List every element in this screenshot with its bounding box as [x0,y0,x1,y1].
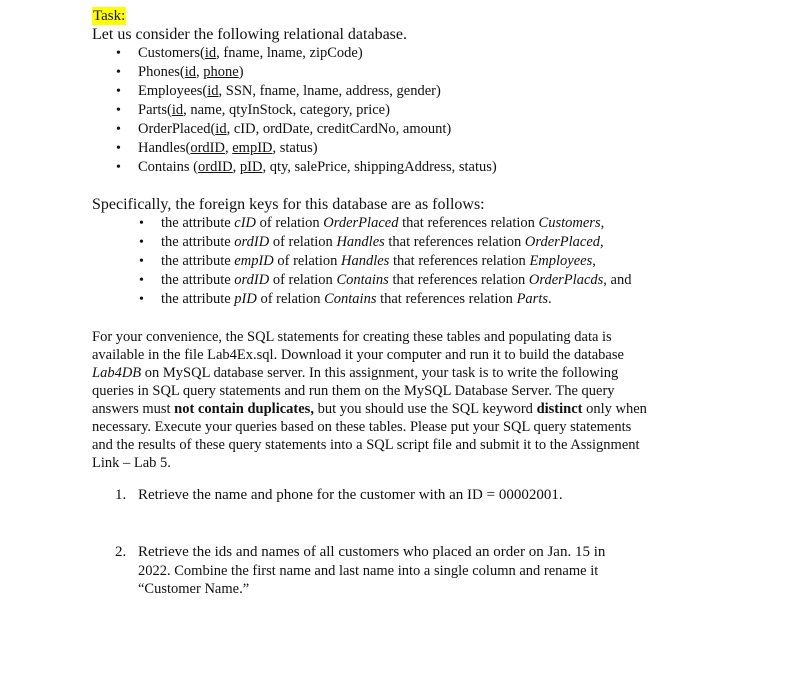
foreign-key-item: • the attribute cID of relation OrderPlaced that references relation Customers, [137,214,631,233]
foreign-key-item: • the attribute ordID of relation Contains that references relation OrderPlacds, and [137,271,631,290]
document-page: Task: Let us consider the following relational database. • Customers(id, fname, lname, zipCode) • Phones(id, phone) • Employees(id, SSN, fname, lname, address, gender) • Parts(id, name, qtyInStock, category, price) • OrderPlaced(id, cID, ordDate, creditCardNo, amount) • Handles(ordID, empID, status) • Contains (ordID, pID, qty, salePrice, shippingAddress, status) Specifically, the foreign keys for this database are as follows: • the attribute cID of relation OrderPlaced that references relation Customers, • the attribute ordID of relation Handles that references relation OrderPlaced, • the attribute empID of relation Handles that references relation Employees, • the attribute ordID of relation Contains that references relation OrderPlacds, and • the attribute pID of relation Contains that references relation Parts. For your convenience, the SQL statements for creating these tables and populating data is available in the file Lab4Ex.sql. Download it your computer and run it to build the database Lab4DB on MySQL database server. In this assignment, your task is to write the following queries in SQL query statements and run them on the MySQL Database Server. The query answers must not contain duplicates, but you should use the SQL keyword distinct only when necessary. Execute your queries based on these tables. Please put your SQL query statements and the results of these query statements into a SQL script file and submit it to the Assignment Link – Lab 5. 1. Retrieve the name and phone for the customer with an ID = 00002001. 2. Retrieve the ids and names of all customers who placed an order on Jan. 15 in 2022. Combine the first name and last name into a single column and rename it “Customer Name.” [0,0,785,683]
intro-text: Let us consider the following relational database. [92,26,408,43]
relation-item: • Customers(id, fname, lname, zipCode) [114,44,497,63]
foreign-keys-list [137,214,631,309]
foreign-key-item: • the attribute ordID of relation Handles that references relation OrderPlaced, [137,233,631,252]
relation-item: • Handles(ordID, empID, status) [114,139,497,158]
foreign-key-item: • the attribute pID of relation Contains that references relation Parts. [137,290,631,309]
relation-item: • Phones(id, phone) [114,63,497,82]
relation-item: • Parts(id, name, qtyInStock, category, price) [114,101,497,120]
relation-item: • Contains (ordID, pID, qty, salePrice, shippingAddress, status) [114,158,497,177]
relations-list [114,44,497,177]
foreign-key-item: • the attribute empID of relation Handles that references relation Employees, [137,252,631,271]
foreign-keys-intro: Specifically, the foreign keys for this database are as follows: [92,196,485,213]
relation-item: • Employees(id, SSN, fname, lname, address, gender) [114,82,497,101]
task-label: Task: [93,8,126,24]
instructions-paragraph: For your convenience, the SQL statements for creating these tables and populating data is available in the file Lab4Ex.sql. Download it your computer and run it to build the database Lab4DB on MySQL database server. In this assignment, your task is to write the following queries in SQL query statements and run them on the MySQL Database Server. The query answers must not contain duplicates, but you should use the SQL keyword distinct only when necessary. Execute your queries based on these tables. Please put your SQL query statements and the results of these query statements into a SQL script file and submit it to the Assignment Link – Lab 5. [92,329,647,471]
relation-item: • OrderPlaced(id, cID, ordDate, creditCardNo, amount) [114,120,497,139]
